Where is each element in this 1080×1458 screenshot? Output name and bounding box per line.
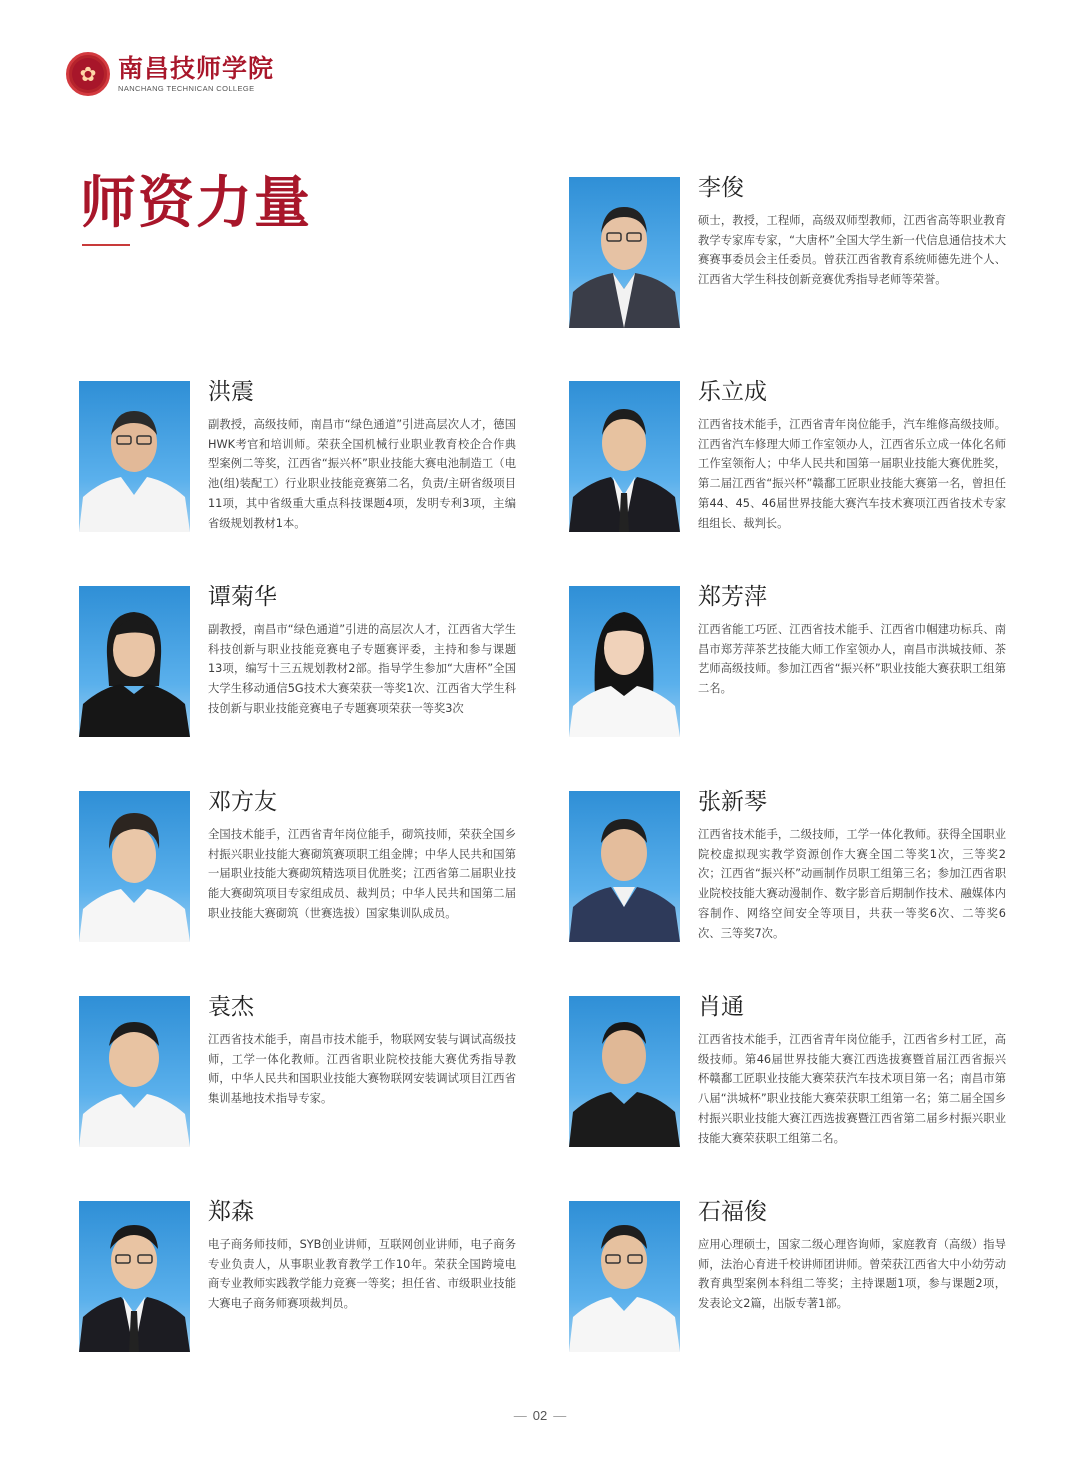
portrait-photo [569, 1201, 680, 1352]
teacher-bio: 江西省技术能手，江西省青年岗位能手，江西省乡村工匠，高级技师。第46届世界技能大赛江西选拔赛暨首届江西省振兴杯赣鄱工匠职业技能大赛荣获汽车技术项目第一名；南昌市第八届“洪城杯”职业技能大赛荣获职工组第一名；第二届全国乡村振兴职业技能大赛江西选拔赛暨江西省第二届乡村振兴职业技能大赛荣获职工组第二名。 [698, 1033, 1006, 1145]
teacher-name: 肖通 [698, 994, 744, 1020]
title-underline [82, 244, 130, 246]
teacher-bio: 电子商务师技师，SYB创业讲师，互联网创业讲师，电子商务专业负责人，从事职业教育教学工作10年。荣获全国跨境电商专业教师实践教学能力竞赛一等奖；担任省、市级职业技能大赛电子商务师赛项裁判员。 [208, 1238, 516, 1311]
college-logo [66, 52, 274, 96]
profile-card [569, 1201, 1009, 1361]
teacher-bio: 副教授，南昌市“绿色通道”引进的高层次人才，江西省大学生科技创新与职业技能竞赛电子专题赛评委，主持和参与课题13项，编写十三五规划教材2部。指导学生参加“大唐杯”全国大学生移动通信5G技术大赛荣获一等奖1次、江西省大学生科技创新与职业技能竞赛电子专题赛项荣获一等奖3次 [208, 623, 516, 715]
teacher-name: 谭菊华 [208, 584, 277, 610]
college-seal-icon: ✿ [66, 52, 110, 96]
portrait-photo [569, 996, 680, 1147]
profile-card [79, 791, 519, 951]
portrait-photo [569, 791, 680, 942]
profile-card [569, 586, 1009, 746]
portrait-photo [569, 381, 680, 532]
profile-card [79, 381, 519, 541]
portrait-photo [79, 791, 190, 942]
teacher-name: 袁杰 [208, 994, 254, 1020]
teacher-bio: 全国技术能手，江西省青年岗位能手，砌筑技师，荣获全国乡村振兴职业技能大赛砌筑赛项职工组金牌；中华人民共和国第一届职业技能大赛砌筑精选项目优胜奖；江西省第二届职业技能大赛砌筑项目专家组成员、裁判员；中华人民共和国第二届职业技能大赛砌筑（世赛选拔）国家集训队成员。 [208, 828, 516, 920]
teacher-bio: 江西省技术能手，江西省青年岗位能手，汽车维修高级技师。江西省汽车修理大师工作室领办人，江西省乐立成一体化名师工作室领衔人；中华人民共和国第一届职业技能大赛优胜奖，第二届江西省“振兴杯”赣鄱工匠职业技能大赛第一名，曾担任第44、45、46届世界技能大赛汽车技术赛项江西省技术专家组组长、裁判长。 [698, 418, 1006, 530]
teacher-name: 石福俊 [698, 1199, 767, 1225]
profile-card [569, 177, 1009, 337]
teacher-bio: 江西省技术能手，南昌市技术能手，物联网安装与调试高级技师，工学一体化教师。江西省职业院校技能大赛优秀指导教师，中华人民共和国职业技能大赛物联网安装调试项目江西省集训基地技术指导专家。 [208, 1033, 516, 1106]
teacher-bio: 副教授，高级技师，南昌市“绿色通道”引进高层次人才，德国HWK考官和培训师。荣获全国机械行业职业教育校企合作典型案例二等奖，江西省“振兴杯”职业技能大赛电池制造工（电池(组)装配工）行业职业技能竞赛第二名，负责/主研省级项目11项，其中省级重大重点科技课题4项，发明专利3项，主编省级规划教材1本。 [208, 418, 516, 530]
logo-chinese-name: 南昌技师学院 [118, 54, 275, 83]
teacher-bio: 江西省能工巧匠、江西省技术能手、江西省巾帼建功标兵、南昌市郑芳萍茶艺技能大师工作室领办人，南昌市洪城技师、茶艺师高级技师。参加江西省“振兴杯”职业技能大赛获职工组第二名。 [698, 623, 1006, 696]
portrait-photo [79, 1201, 190, 1352]
page-number-dash: — [553, 1408, 567, 1423]
teacher-name: 李俊 [698, 175, 744, 201]
page-number [0, 1408, 1080, 1423]
portrait-photo [569, 177, 680, 328]
page-number-dash: — [513, 1408, 527, 1423]
teacher-bio: 硕士，教授，工程师，高级双师型教师，江西省高等职业教育教学专家库专家，“大唐杯”全国大学生新一代信息通信技术大赛赛事委员会主任委员。曾获江西省教育系统师德先进个人、江西省大学生科技创新竞赛优秀指导老师等荣誉。 [698, 214, 1006, 287]
profile-card [569, 381, 1009, 541]
teacher-bio: 应用心理硕士，国家二级心理咨询师，家庭教育（高级）指导师，法治心育进千校讲师团讲师。曾荣获江西省大中小幼劳动教育典型案例本科组二等奖；主持课题1项，参与课题2项，发表论文2篇，出版专著1部。 [698, 1238, 1006, 1311]
teacher-bio: 江西省技术能手，二级技师，工学一体化教师。获得全国职业院校虚拟现实教学资源创作大赛全国二等奖1次，三等奖2次；江西省“振兴杯”动画制作员职工组第三名；参加江西省职业院校技能大赛动漫制作、数字影音后期制作技术、融媒体内容制作、网络空间安全等项目，共获一等奖6次、二等奖6次、三等奖7次。 [698, 828, 1006, 940]
profile-card [79, 996, 519, 1156]
page-number-value: 02 [532, 1408, 548, 1423]
teacher-name: 郑森 [208, 1199, 254, 1225]
portrait-photo [79, 381, 190, 532]
teacher-name: 乐立成 [698, 379, 767, 405]
teacher-name: 邓方友 [208, 789, 277, 815]
teacher-name: 郑芳萍 [698, 584, 767, 610]
profile-card [79, 586, 519, 746]
portrait-photo [569, 586, 680, 737]
page-title: 师资力量 [80, 170, 312, 236]
portrait-photo [79, 996, 190, 1147]
profile-card [79, 1201, 519, 1361]
profile-card [569, 996, 1009, 1156]
portrait-photo [79, 586, 190, 737]
profile-card [569, 791, 1009, 951]
teacher-name: 张新琴 [698, 789, 767, 815]
logo-english-name: NANCHANG TECHNICAN COLLEGE [118, 84, 255, 93]
teacher-name: 洪震 [208, 379, 254, 405]
